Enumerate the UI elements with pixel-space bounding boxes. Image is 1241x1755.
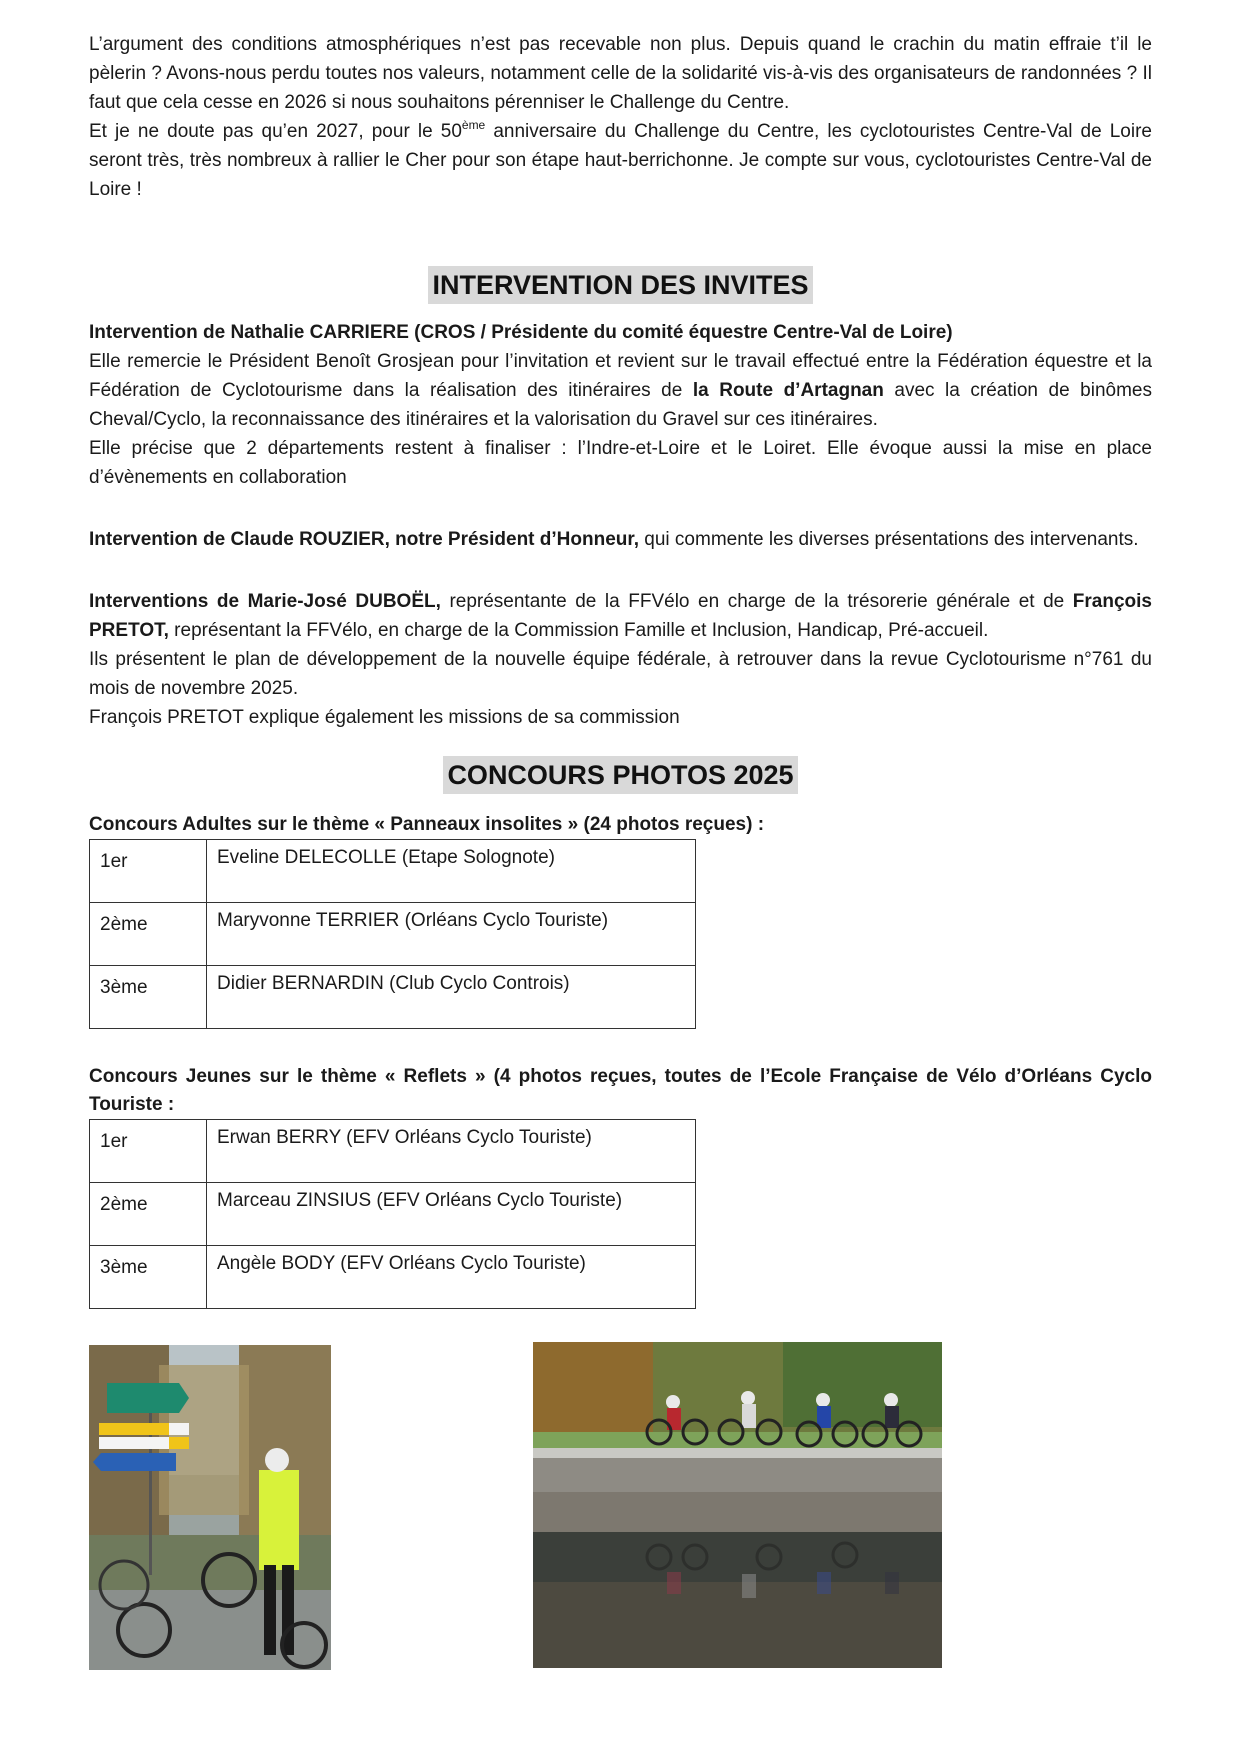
duboel-text-3: Ils présentent le plan de développement de la nouvelle équipe fédérale, à retrouver dans la revue Cyclotourisme n°761 du mois de novembre 2025.: [89, 649, 1152, 699]
rank-cell: 3ème: [90, 966, 207, 1029]
rank-cell: 3ème: [90, 1246, 207, 1309]
adults-contest-heading: Concours Adultes sur le thème « Panneaux insolites » (24 photos reçues) :: [89, 814, 765, 835]
intro-p2-superscript: ème: [461, 118, 486, 132]
duboel-text-4: François PRETOT explique également les missions de sa commission: [89, 707, 680, 728]
winner-cell: Eveline DELECOLLE (Etape Solognote): [207, 840, 696, 903]
rouzier-paragraph: Intervention de Claude ROUZIER, notre Président d’Honneur, qui commente les diverses présentations des intervenants.: [89, 529, 1139, 550]
winner-cell: Marceau ZINSIUS (EFV Orléans Cyclo Touriste): [207, 1183, 696, 1246]
youth-contest-heading: Concours Jeunes sur le thème « Reflets » (4 photos reçues, toutes de l’Ecole Française de Vélo d’Orléans Cyclo Touriste :: [89, 1066, 1152, 1115]
document-page: [89, 30, 1152, 1309]
table-row: [90, 966, 696, 1029]
rank-cell: 1er: [90, 1120, 207, 1183]
rank-cell: 2ème: [90, 1183, 207, 1246]
section-title-photos: CONCOURS PHOTOS 2025: [89, 756, 1152, 794]
adults-results-table: [89, 839, 696, 1029]
intro-paragraph-1: L’argument des conditions atmosphériques n’est pas recevable non plus. Depuis quand le crachin du matin effraie t’il le pèlerin ? Avons-nous perdu toutes nos valeurs, notamment celle de la solidarité vis-à-vis des organisateurs de randonnées ? Il faut que cela cesse en 2026 si nous souhaitons pérenniser le Challenge du Centre.: [89, 34, 1152, 113]
photo-signs-cyclist: [89, 1345, 331, 1670]
table-row: [90, 1183, 696, 1246]
rank-cell: 1er: [90, 840, 207, 903]
winner-cell: Didier BERNARDIN (Club Cyclo Controis): [207, 966, 696, 1029]
table-row: [90, 1120, 696, 1183]
table-row: [90, 840, 696, 903]
photo-reflections: [533, 1342, 942, 1668]
photos-area: [89, 1345, 1152, 1671]
carriere-text-2: Elle précise que 2 départements restent à finaliser : l’Indre-et-Loire et le Loiret. Elle évoque aussi la mise en place d’évènements en collaboration: [89, 438, 1152, 488]
route-artagnan-bold: la Route d’Artagnan: [692, 380, 884, 401]
intro-paragraph-2: [89, 117, 1152, 204]
intro-p2-start: Et je ne doute pas qu’en 2027, pour le 50: [89, 121, 462, 142]
winner-cell: Maryvonne TERRIER (Orléans Cyclo Touriste): [207, 903, 696, 966]
table-row: [90, 903, 696, 966]
carriere-text-1: Elle remercie le Président Benoît Grosjean pour l’invitation et revient sur le travail effectué entre la Fédération équestre et la Fédération de Cyclotourisme dans la réalisation des itinéraires de la Route d’Artagnan avec la création de binômes Cheval/Cyclo, la reconnaissance des itinéraires et la valorisation du Gravel sur ces itinéraires.: [89, 351, 1152, 430]
intro-p2-end: anniversaire du Challenge du Centre, les cyclotouristes Centre-Val de Loire seront très, très nombreux à rallier le Cher pour son étape haut-berrichonne. Je compte sur vous, cyclotouristes Centre-Val de Loire !: [89, 121, 1152, 200]
carriere-heading: Intervention de Nathalie CARRIERE (CROS / Présidente du comité équestre Centre-Val de Loire): [89, 322, 953, 343]
youth-results-table: [89, 1119, 696, 1309]
section-title-invites: INTERVENTION DES INVITES: [89, 266, 1152, 304]
table-row: [90, 1246, 696, 1309]
duboel-paragraph: Interventions de Marie-José DUBOËL, représentante de la FFVélo en charge de la trésorerie générale et de François PRETOT, représentant la FFVélo, en charge de la Commission Famille et Inclusion, Handicap, Pré-accueil.: [89, 591, 1152, 641]
winner-cell: Angèle BODY (EFV Orléans Cyclo Touriste): [207, 1246, 696, 1309]
winner-cell: Erwan BERRY (EFV Orléans Cyclo Touriste): [207, 1120, 696, 1183]
rank-cell: 2ème: [90, 903, 207, 966]
